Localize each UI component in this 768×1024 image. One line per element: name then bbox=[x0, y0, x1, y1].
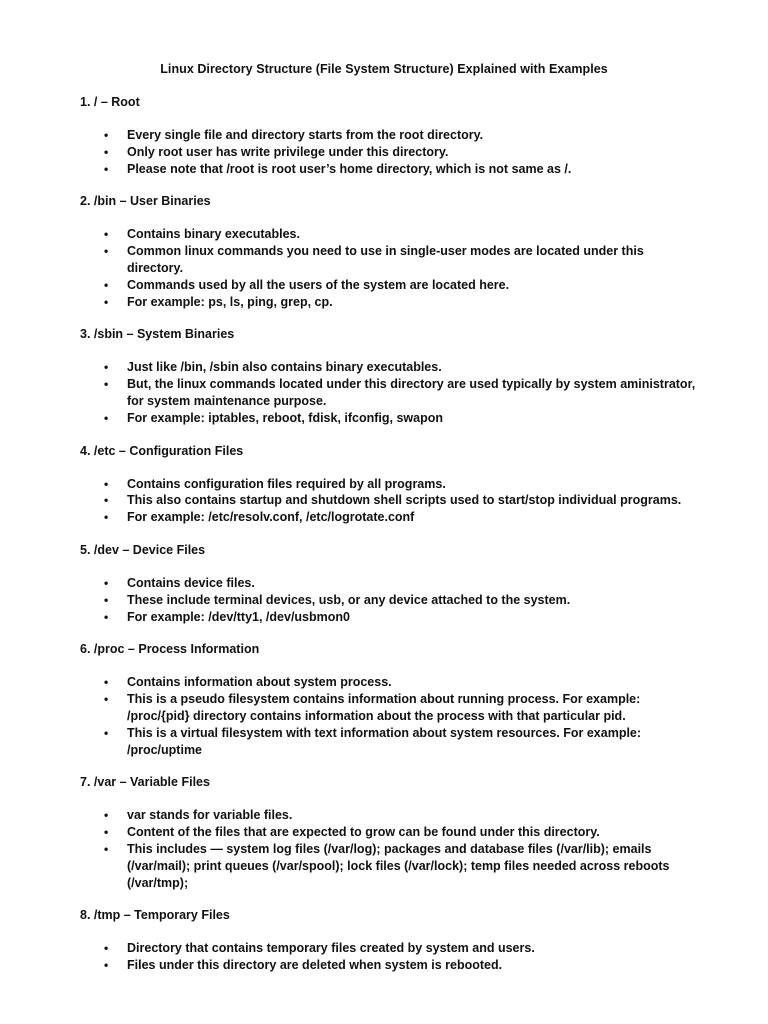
section-3 bbox=[80, 326, 700, 426]
bullet-item bbox=[80, 841, 700, 891]
bullet-text: For example: /dev/tty1, /dev/usbmon0 bbox=[127, 609, 350, 624]
bullet-icon: • bbox=[104, 360, 109, 375]
bullet-item bbox=[80, 725, 700, 759]
bullet-text: Content of the files that are expected to grow can be found under this directory. bbox=[127, 825, 600, 840]
bullet-icon: • bbox=[104, 294, 109, 309]
section-heading: 5. /dev – Device Files bbox=[80, 542, 206, 557]
bullet-item bbox=[80, 691, 700, 725]
bullet-icon: • bbox=[104, 227, 109, 242]
bullet-item bbox=[80, 509, 700, 526]
bullet-text: This is a pseudo filesystem contains information about running process. For example: /proc/{pid} directory contains information about the process with that particular pid. bbox=[127, 692, 641, 723]
bullet-text: Only root user has write privilege under this directory. bbox=[127, 144, 449, 159]
bullet-icon: • bbox=[104, 575, 109, 590]
bullet-list bbox=[80, 940, 700, 974]
bullet-text: These include terminal devices, usb, or any device attached to the system. bbox=[127, 592, 571, 607]
bullet-item bbox=[80, 807, 700, 824]
section-heading: 8. /tmp – Temporary Files bbox=[80, 908, 230, 923]
bullet-item bbox=[80, 492, 700, 509]
bullet-item bbox=[80, 609, 700, 626]
document-title: Linux Directory Structure (File System Structure) Explained with Examples bbox=[160, 62, 608, 76]
bullet-item bbox=[80, 575, 700, 592]
section-6 bbox=[80, 641, 700, 758]
bullet-item bbox=[80, 824, 700, 841]
bullet-icon: • bbox=[104, 592, 109, 607]
bullet-list bbox=[80, 226, 700, 310]
bullet-text: Contains configuration files required by all programs. bbox=[127, 476, 446, 491]
bullet-icon: • bbox=[104, 144, 109, 159]
bullet-item bbox=[80, 957, 700, 974]
section-5 bbox=[80, 542, 700, 625]
bullet-text: For example: ps, ls, ping, grep, cp. bbox=[127, 294, 333, 309]
bullet-icon: • bbox=[104, 493, 109, 508]
bullet-item bbox=[80, 226, 700, 243]
bullet-text: Just like /bin, /sbin also contains binary executables. bbox=[127, 360, 442, 375]
section-heading: 1. / – Root bbox=[80, 95, 140, 109]
section-7 bbox=[80, 774, 700, 891]
section-4 bbox=[80, 443, 700, 526]
bullet-icon: • bbox=[104, 128, 109, 142]
bullet-text: For example: /etc/resolv.conf, /etc/logrotate.conf bbox=[127, 510, 415, 525]
section-8 bbox=[80, 907, 700, 974]
bullet-text: Common linux commands you need to use in single-user modes are located under this directory. bbox=[127, 244, 644, 275]
bullet-icon: • bbox=[104, 510, 109, 525]
bullet-item bbox=[80, 359, 700, 376]
bullet-list bbox=[80, 674, 700, 758]
bullet-text: Files under this directory are deleted when system is rebooted. bbox=[127, 958, 503, 973]
bullet-icon: • bbox=[104, 244, 109, 259]
bullet-list bbox=[80, 575, 700, 625]
bullet-icon: • bbox=[104, 410, 109, 425]
bullet-text: This also contains startup and shutdown shell scripts used to start/stop individual programs. bbox=[127, 493, 682, 508]
bullet-icon: • bbox=[104, 958, 109, 973]
bullet-text: This includes — system log files (/var/log); packages and database files (/var/lib); emails (/var/mail); print queues (/var/spool); lock files (/var/lock); temp files needed across reboots (/var/tmp); bbox=[127, 841, 670, 890]
section-heading: 2. /bin – User Binaries bbox=[80, 194, 211, 209]
bullet-item bbox=[80, 410, 700, 427]
bullet-icon: • bbox=[104, 675, 109, 690]
bullet-list bbox=[80, 359, 700, 426]
bullet-text: Contains device files. bbox=[127, 575, 255, 590]
bullet-item bbox=[80, 243, 700, 277]
bullet-item bbox=[80, 674, 700, 691]
bullet-list bbox=[80, 807, 700, 891]
bullet-item bbox=[80, 127, 700, 144]
bullet-icon: • bbox=[104, 808, 109, 823]
bullet-item bbox=[80, 277, 700, 294]
bullet-item bbox=[80, 940, 700, 957]
bullet-icon: • bbox=[104, 277, 109, 292]
bullet-icon: • bbox=[104, 841, 109, 856]
bullet-icon: • bbox=[104, 377, 109, 392]
bullet-text: This is a virtual filesystem with text information about system resources. For example: /proc/uptime bbox=[127, 725, 642, 757]
bullet-icon: • bbox=[104, 609, 109, 624]
bullet-item bbox=[80, 144, 700, 161]
bullet-icon: • bbox=[104, 725, 109, 740]
bullet-text: Commands used by all the users of the system are located here. bbox=[127, 277, 510, 292]
bullet-icon: • bbox=[104, 825, 109, 840]
bullet-item bbox=[80, 294, 700, 311]
bullet-icon: • bbox=[104, 161, 109, 176]
section-heading: 3. /sbin – System Binaries bbox=[80, 327, 235, 342]
bullet-text: var stands for variable files. bbox=[127, 808, 293, 823]
document-body bbox=[80, 94, 700, 990]
bullet-text: For example: iptables, reboot, fdisk, ifconfig, swapon bbox=[127, 410, 444, 425]
section-heading: 6. /proc – Process Information bbox=[80, 642, 260, 657]
section-1 bbox=[80, 94, 700, 177]
bullet-list bbox=[80, 127, 700, 177]
bullet-item bbox=[80, 476, 700, 493]
bullet-text: But, the linux commands located under this directory are used typically by system aministrator, for system maintenance purpose. bbox=[127, 377, 696, 408]
bullet-text: Contains binary executables. bbox=[127, 227, 300, 242]
section-heading: 4. /etc – Configuration Files bbox=[80, 443, 244, 458]
bullet-icon: • bbox=[104, 476, 109, 491]
bullet-item bbox=[80, 161, 700, 178]
section-2 bbox=[80, 193, 700, 310]
section-heading: 7. /var – Variable Files bbox=[80, 775, 210, 790]
bullet-icon: • bbox=[104, 692, 109, 707]
bullet-item bbox=[80, 376, 700, 410]
bullet-text: Directory that contains temporary files created by system and users. bbox=[127, 941, 535, 956]
bullet-text: Every single file and directory starts from the root directory. bbox=[127, 128, 484, 142]
bullet-text: Please note that /root is root user’s home directory, which is not same as /. bbox=[127, 161, 572, 176]
bullet-text: Contains information about system process. bbox=[127, 675, 392, 690]
bullet-item bbox=[80, 592, 700, 609]
bullet-icon: • bbox=[104, 941, 109, 956]
bullet-list bbox=[80, 476, 700, 526]
